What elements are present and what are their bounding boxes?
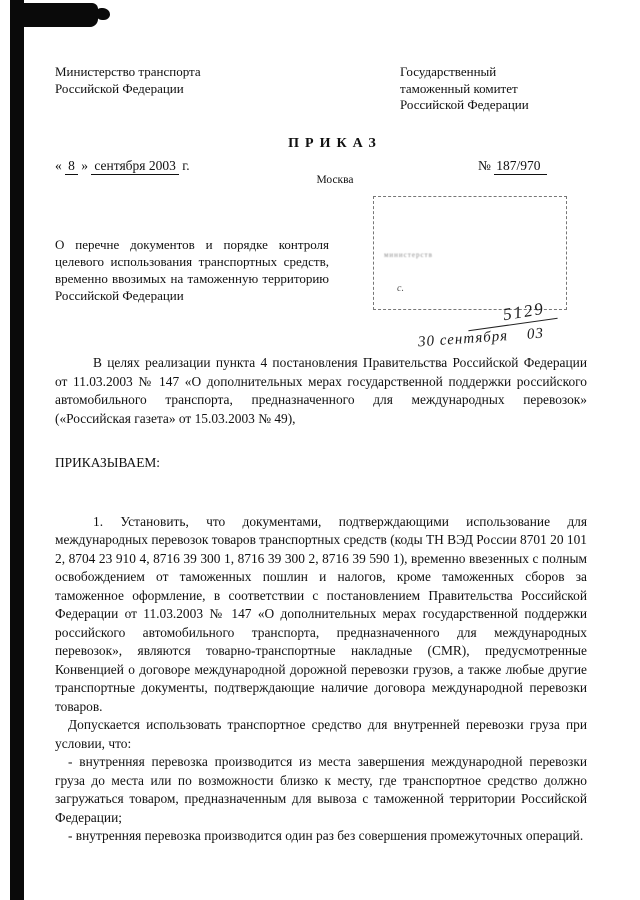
issuer-left-line: Министерство транспорта <box>55 64 201 79</box>
date-line <box>55 158 190 174</box>
date-month-year: сентября 2003 <box>91 158 179 175</box>
issuer-right-line: Российской Федерации <box>400 97 529 112</box>
issuer-left-line: Российской Федерации <box>55 80 184 96</box>
scan-artifact-top-blob <box>18 3 98 27</box>
subject-block: О перечне документов и порядке контроля целевого использования транспортных средств, временно ввозимых на таможенную территорию Российской Федерации <box>55 237 329 303</box>
handwritten-registration-number: 5129 <box>501 298 547 325</box>
doc-number-label: № <box>478 158 495 173</box>
city-label: Москва <box>316 174 354 186</box>
handwritten-date: 30 сентября 03 <box>417 325 545 351</box>
doc-type-title: ПРИКАЗ <box>288 136 382 151</box>
body-paragraph-2: Допускается использовать транспортное средство для внутренней перевозки груза при условии, что: <box>55 717 587 751</box>
date-day: 8 <box>65 158 78 175</box>
order-keyword: ПРИКАЗЫВАЕМ: <box>55 455 161 470</box>
body-paragraph-1: 1. Установить, что документами, подтверждающими использование для международных перевозок товаров транспортных средств (коды ТН ВЭД России 8701 20 101 2, 8704 23 910 4, 8716 39 300 1, 8716 39 300 2, 8716 39 590 1), временно ввезенных с полным освобождением от таможенных пошлин и налогов, кроме таможенных сборов за таможенное оформление, в соответствии с постановлением Правительства Российской Федерации от 11.03.2003 № 147 «О дополнительных мерах государственной поддержки российского автомобильного транспорта, предназначенного для международных перевозок», являются товарно-транспортные накладные (CMR), предусмотренные Конвенцией о договоре международной дорожной перевозки грузов, а также любые другие транспортные документы, подтверждающие наличие договора международной перевозки товаров. <box>55 513 587 714</box>
document-body <box>55 354 587 846</box>
date-open-quote: « <box>55 158 66 173</box>
stamp-mark: с. <box>397 283 404 294</box>
scan-artifact-left-bar <box>10 0 24 900</box>
body-paragraph-4: - внутренняя перевозка производится один раз без совершения промежуточных операций. <box>68 828 584 843</box>
body-paragraph-3: - внутренняя перевозка производится из места завершения международной перевозки груза до места или по возможности близко к месту, где транспортное средство должно загружаться товаром, предназначенным для вывоза с таможенной территории Российской Федерации; <box>55 754 587 825</box>
date-close-quote: » <box>77 158 92 173</box>
doc-number-value: 187/970 <box>494 158 546 175</box>
scan-artifact-top-blob-small <box>96 8 110 20</box>
issuer-right-line: таможенный комитет <box>400 80 518 96</box>
doc-number <box>478 158 547 174</box>
issuer-right-line: Государственный <box>400 64 497 79</box>
issuer-right <box>400 64 600 114</box>
issuer-left <box>55 64 275 97</box>
stamp-faint-text: министерств <box>384 251 433 259</box>
preamble-paragraph: В целях реализации пункта 4 постановления Правительства Российской Федерации от 11.03.2003 № 147 «О дополнительных мерах государственной поддержки российского автомобильного транспорта, предназначенного для международных перевозок» («Российская газета» от 15.03.2003 № 49), <box>55 355 587 426</box>
date-suffix: г. <box>178 158 190 173</box>
